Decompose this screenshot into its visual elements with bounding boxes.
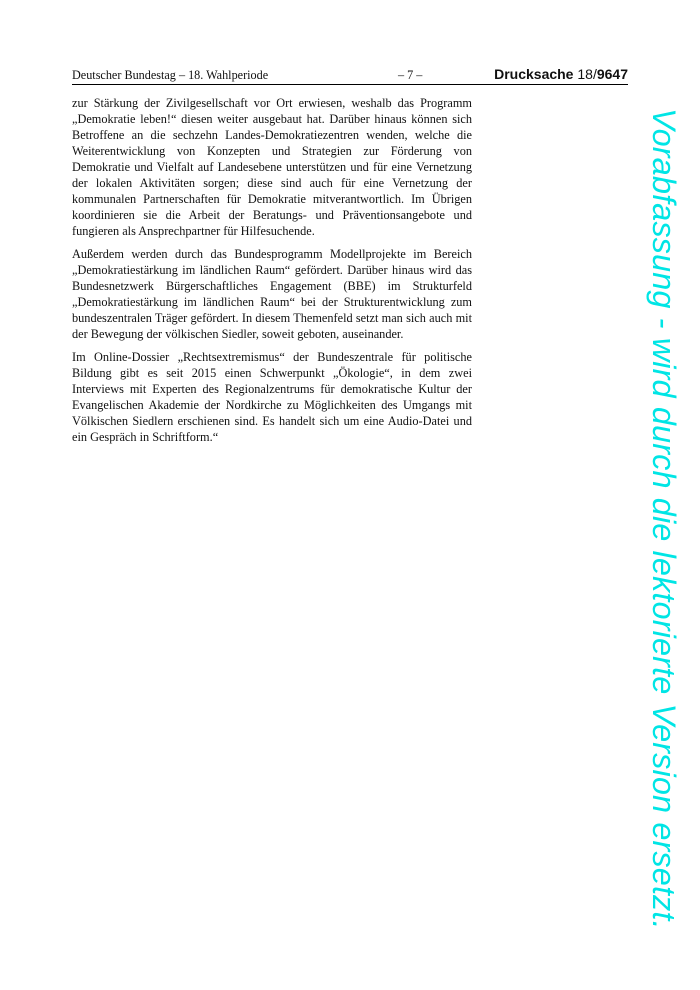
header-publisher: Deutscher Bundestag – 18. Wahlperiode	[72, 68, 269, 82]
document-label: Drucksache	[494, 66, 574, 82]
paragraph-3: Im Online-Dossier „Rechtsextremismus“ der Bundeszentrale für politische Bildung gibt es seit 2015 einen Schwerpunkt „Ökologie“, in dem zwei Interviews mit Experten des Regionalzentrums für demokratische Kultur der Evangelischen Akademie der Nordkirche zu Möglichkeiten des Umgangs mit Völkischen Siedlern erschienen sind. Es handelt sich um eine Audio-Datei und ein Gespräch in Schriftform.“	[72, 350, 472, 444]
page-header	[72, 66, 628, 85]
document-number-prefix: 18/	[577, 66, 597, 82]
draft-watermark: Vorabfassung - wird durch die lektorierte Version ersetzt.	[646, 108, 682, 930]
document-number	[494, 66, 628, 82]
document-body	[72, 95, 472, 452]
paragraph-2: Außerdem werden durch das Bundesprogramm Modellprojekte im Bereich „Demokratiestärkung im ländlichen Raum“ gefördert. Darüber hinaus wird das Bundesnetzwerk Bürgerschaftliches Engagement (BBE) im Strukturfeld „Demokratiestärkung im ländlichen Raum“ bei der Strukturentwicklung zum bundeszentralen Träger gefördert. In diesem Themenfeld setzt man sich auch mit der Bewegung der völkischen Siedler, soweit geboten, auseinander.	[72, 247, 472, 341]
paragraph-1: zur Stärkung der Zivilgesellschaft vor Ort erwiesen, weshalb das Programm „Demokratie leben!“ diesen weiter ausgebaut hat. Darüber hinaus können sich Betroffene an die sechzehn Landes-Demokratiezentren wenden, welche die Weiterentwicklung von Konzepten und Strategien zur Förderung von Demokratie und Vielfalt auf Landesebene unterstützen und für eine Vernetzung der lokalen Aktivitäten sorgen; diese sind auch für eine Vernetzung der kommunalen Partnerschaften für Demokratie mitverantwortlich. Im Übrigen koordinieren sie die Arbeit der Beratungs- und Präventionsangebote und fungieren als Ansprechpartner für Hilfesuchende.	[72, 96, 472, 238]
document-number-main: 9647	[596, 66, 628, 82]
page-number: – 7 –	[398, 68, 423, 82]
